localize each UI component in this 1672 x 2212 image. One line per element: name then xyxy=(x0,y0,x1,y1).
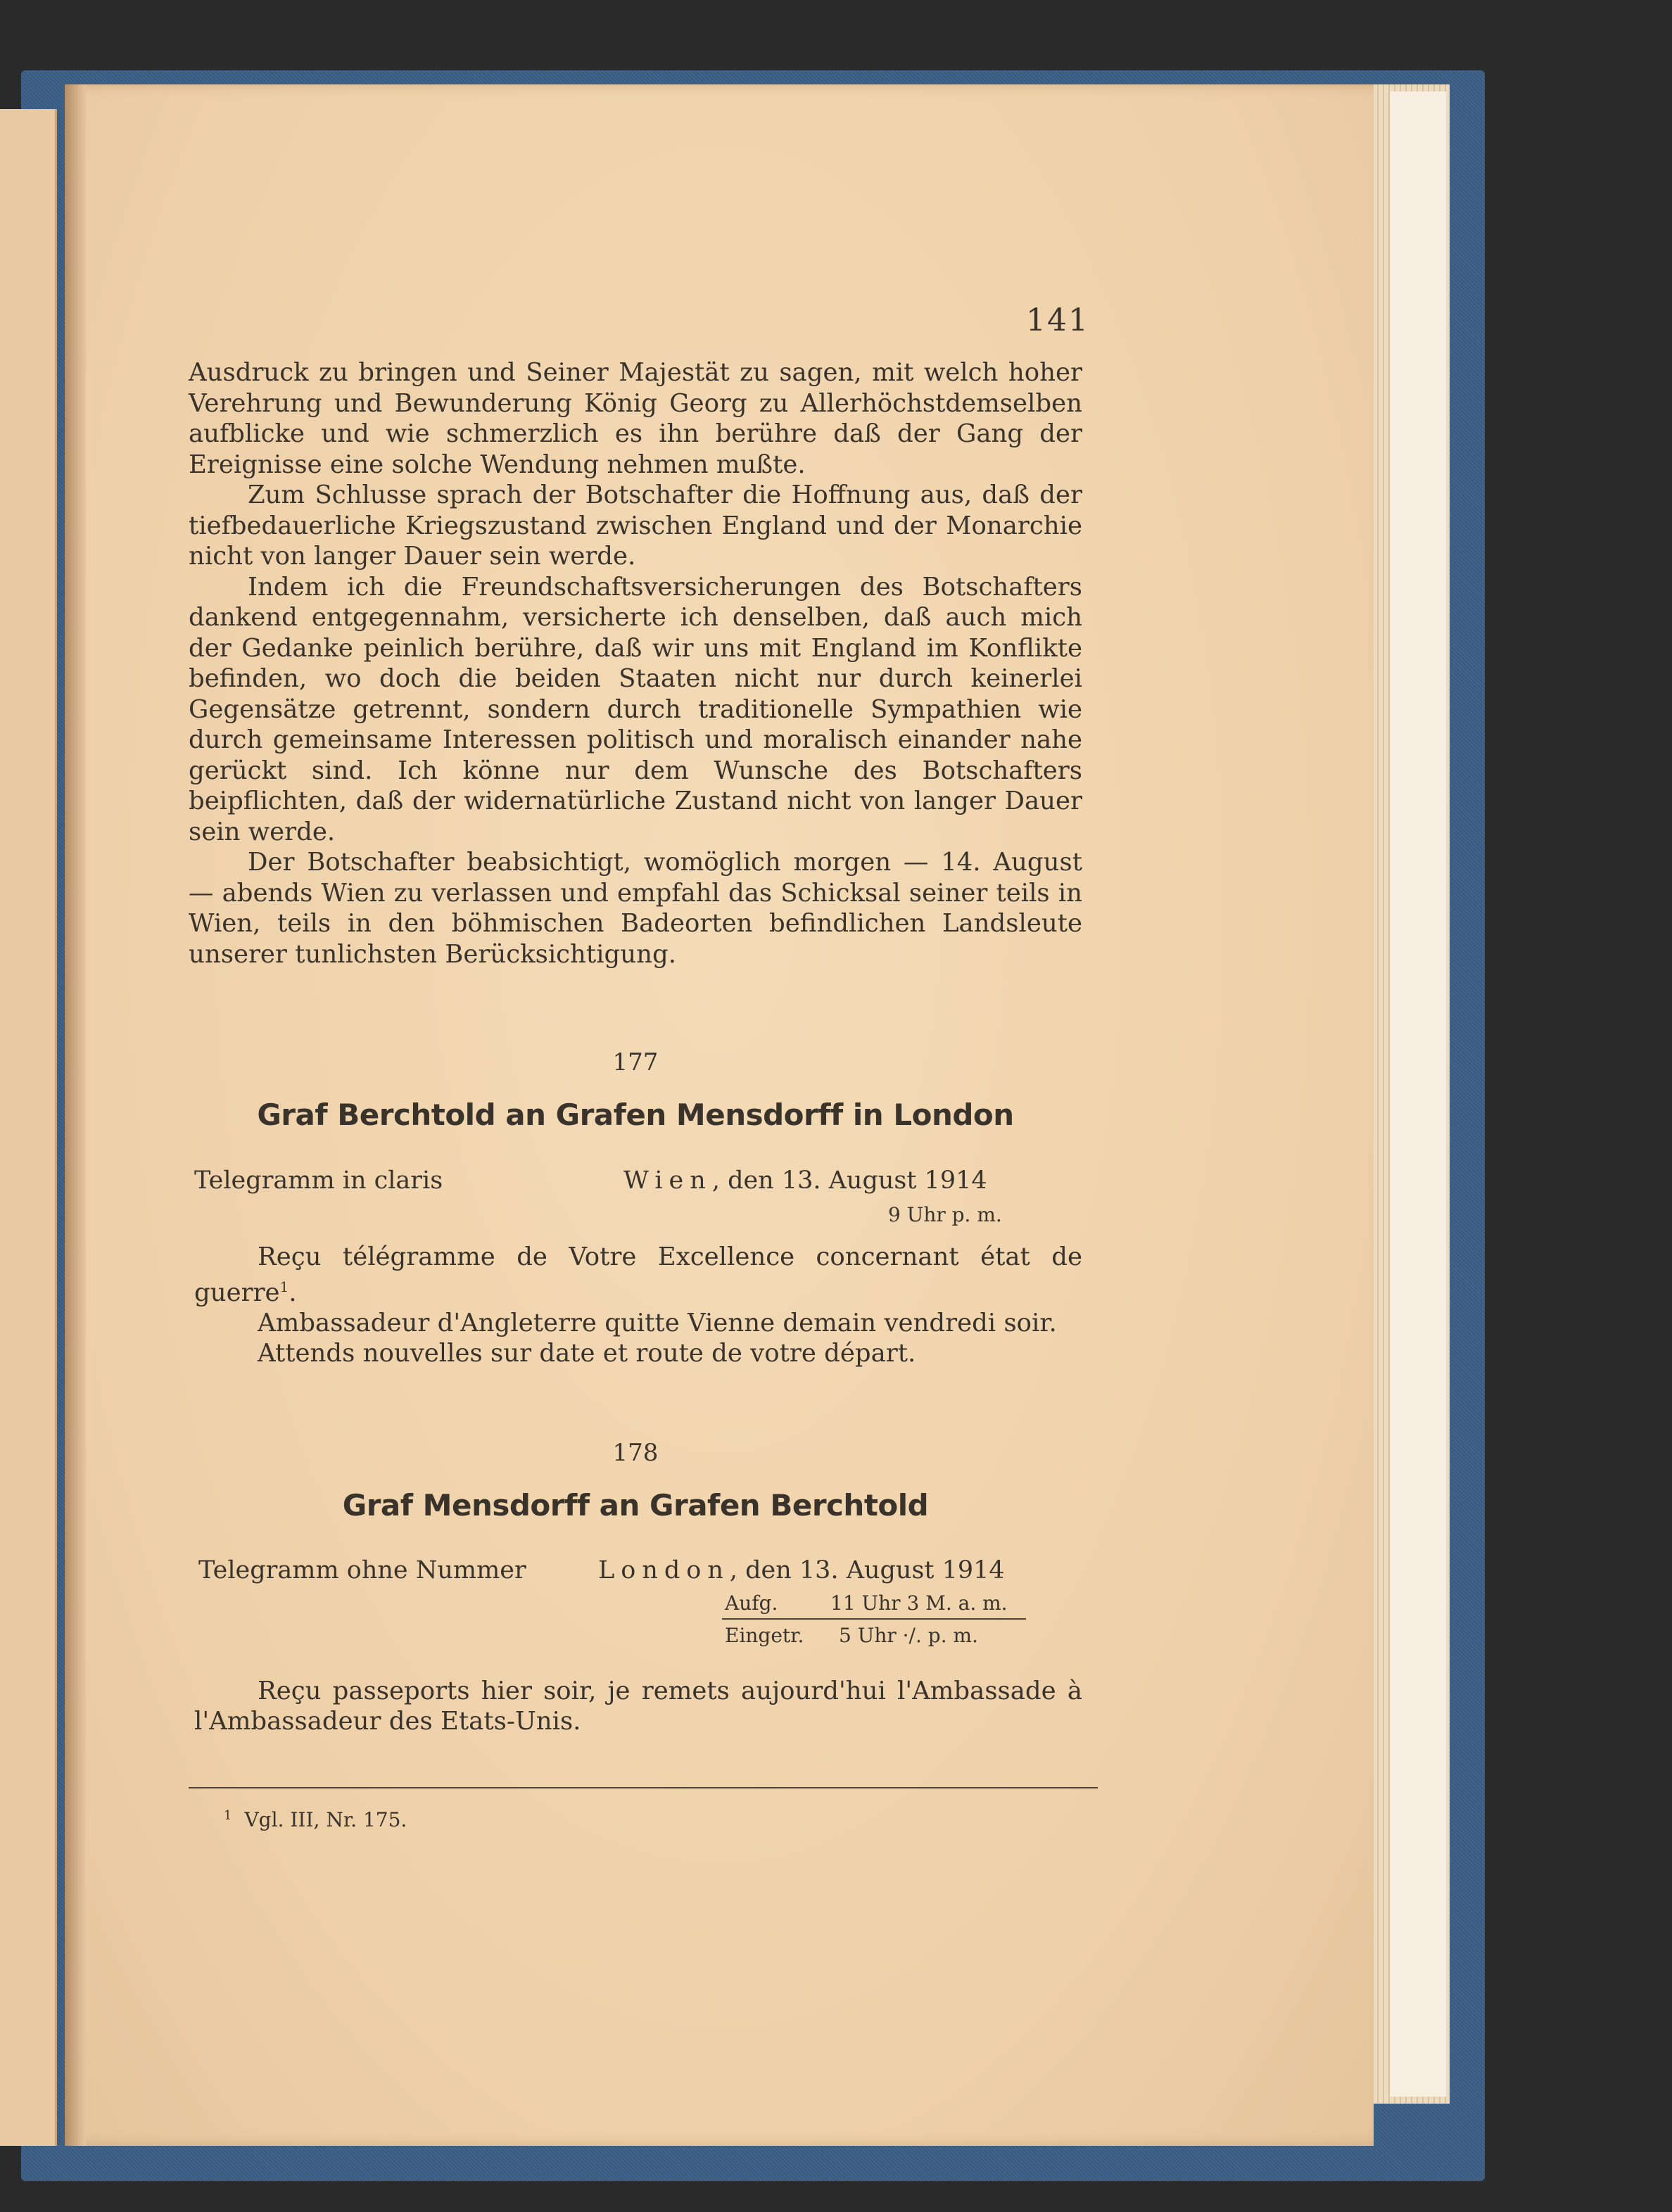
telegram-time: 9 Uhr p. m. xyxy=(888,1203,1002,1226)
doc-number: 178 xyxy=(612,1439,659,1467)
page-number: 141 xyxy=(1026,303,1089,338)
paragraph: Reçu passeports hier soir, je remets aujourd'hui l'Ambassade à l'Ambassadeur des Etats-Unis. xyxy=(194,1677,1082,1736)
telegram-date: , den 13. August 1914 xyxy=(729,1556,1005,1584)
telegram-type: Telegramm ohne Nummer xyxy=(198,1556,526,1584)
paragraph: Zum Schlusse sprach der Botschafter die Hoffnung aus, daß der tiefbedauerliche Kriegszustand zwischen England und der Monarchie nicht von langer Dauer sein werde. xyxy=(189,481,1082,571)
telegram-dateline xyxy=(598,1556,1005,1584)
footnote xyxy=(224,1808,407,1831)
footnote-text: Vgl. III, Nr. 175. xyxy=(244,1808,407,1831)
doc-title: Graf Berchtold an Grafen Mensdorff in London xyxy=(257,1098,1014,1132)
doc-title: Graf Mensdorff an Grafen Berchtold xyxy=(342,1488,929,1523)
footnote-mark: 1 xyxy=(224,1808,232,1823)
footnote-rule xyxy=(189,1787,1098,1788)
punctuation: . xyxy=(289,1278,297,1307)
paragraph: Attends nouvelles sur date et route de votre départ. xyxy=(258,1338,916,1368)
doc-178 xyxy=(189,0,1082,2212)
paragraph: Ausdruck zu bringen und Seiner Majestät zu sagen, mit welch hoher Verehrung und Bewunderung König Georg zu Allerhöchstdemselben aufblicke und wie schmerzlich es ihn berühre daß der Gang der Ereignisse eine solche Wendung nehmen mußte. xyxy=(189,358,1082,479)
doc-number: 177 xyxy=(612,1048,659,1076)
paragraph: Indem ich die Freundschaftsversicherungen des Botschafters dankend entgegennahm, versicherte ich denselben, daß auch mich der Gedanke peinlich berühre, daß wir uns mit England im Konflikte befinden, wo doch die beiden Staaten nicht nur durch keinerlei Gegensätze getrennt, sondern durch traditionelle Sympathien wie durch gemeinsame Interessen politisch und moralisch einander nahe gerückt sind. Ich könne nur dem Wunsche des Botschafters beipflichten, daß der widernatürliche Zustand nicht von langer Dauer sein werde. xyxy=(189,572,1082,846)
arrival-time: 5 Uhr ·/. p. m. xyxy=(839,1624,978,1647)
divider-line xyxy=(722,1618,1026,1620)
telegram-place: London xyxy=(598,1556,730,1584)
dispatch-time: 11 Uhr 3 M. a. m. xyxy=(830,1591,1008,1615)
footnote-ref: 1 xyxy=(279,1278,289,1295)
dispatch-label: Aufg. xyxy=(725,1591,778,1615)
paragraph: Der Botschafter beabsichtigt, womöglich morgen — 14. August — abends Wien zu verlassen und empfahl das Schicksal seiner teils in Wien, teils in den böhmischen Badeorten befindlichen Landsleute unserer tunlichsten Berücksichtigung. xyxy=(189,848,1082,969)
arrival-label: Eingetr. xyxy=(725,1624,804,1647)
body-line: Reçu télégramme de Votre Excellence concernant état de guerre xyxy=(194,1242,1082,1307)
telegram-date: , den 13. August 1914 xyxy=(711,1167,987,1195)
doc-178-body xyxy=(194,1676,1082,1736)
telegram-place: Wien xyxy=(623,1167,712,1195)
paragraph: Ambassadeur d'Angleterre quitte Vienne demain vendredi soir. xyxy=(258,1308,1057,1337)
telegram-type: Telegramm in claris xyxy=(194,1167,443,1195)
